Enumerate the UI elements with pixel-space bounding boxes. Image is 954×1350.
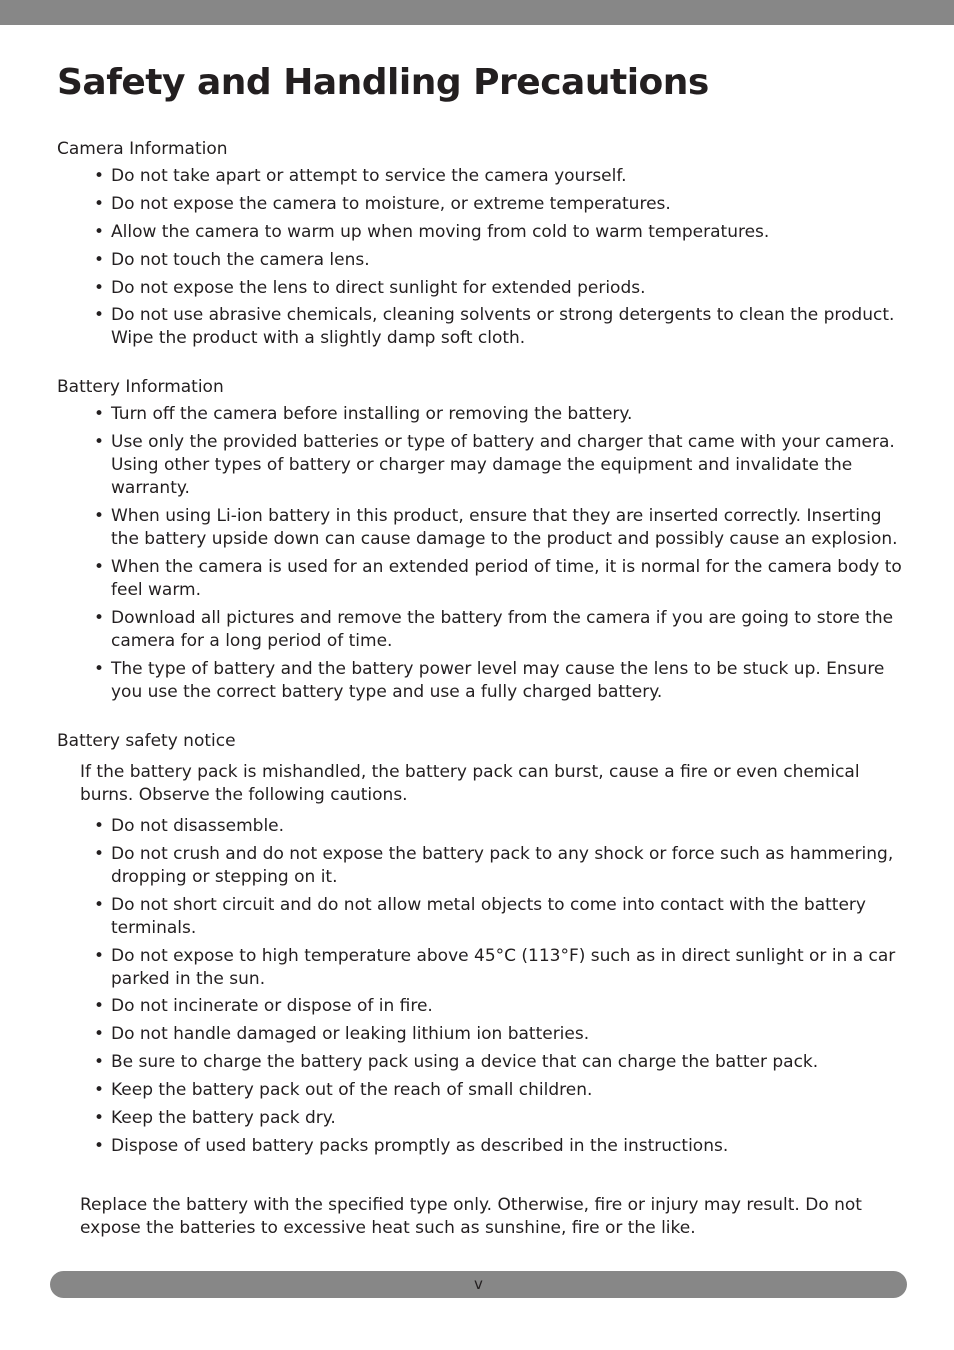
page-number: v [474,1275,483,1293]
list-item-text: Do not incinerate or dispose of in fire. [111,996,433,1017]
list-item [57,1079,902,1102]
bullet-icon: • [94,843,105,864]
bullet-icon: • [94,557,105,578]
list-item-text: Do not touch the camera lens. [111,249,370,270]
battery-bullet-list [57,403,902,703]
list-item-text: Turn off the camera before installing or removing the battery. [111,404,633,425]
list-item-text: Do not handle damaged or leaking lithium ion batteries. [111,1024,590,1045]
list-item [57,165,902,188]
list-item [57,894,902,940]
list-item [57,403,902,426]
list-item-text: Use only the provided batteries or type of battery and charger that came with your camera. Using other types of battery or charger may damage the equipment and invalidate the warranty. [111,432,895,499]
list-item-text: Do not crush and do not expose the battery pack to any shock or force such as hammering, dropping or stepping on it. [111,843,894,887]
page-title: Safety and Handling Precautions [57,62,709,103]
list-item [57,843,902,889]
section-heading-safety: Battery safety notice [57,730,236,751]
list-item-text: Do not take apart or attempt to service the camera yourself. [111,166,627,186]
section-heading-battery: Battery Information [57,377,224,398]
list-item [57,1023,902,1046]
section-heading-camera: Camera Information [57,139,228,159]
closing-paragraph: Replace the battery with the specified type only. Otherwise, fire or injury may result. Do not expose the batteries to excessive heat such as sunshine, fire or the like. [80,1194,862,1238]
bullet-icon: • [94,166,105,186]
bullet-icon: • [94,658,105,679]
safety-bullet-list [57,815,902,1158]
list-item [57,1107,902,1130]
list-item-text: Be sure to charge the battery pack using a device that can charge the batter pack. [111,1052,819,1073]
list-item-text: Do not expose to high temperature above 45°C (113°F) such as in direct sunlight or in a car parked in the sun. [111,945,896,989]
footer-bar [50,1271,907,1298]
list-item [57,193,902,216]
bullet-icon: • [94,945,105,966]
bullet-icon: • [94,305,105,326]
list-item-text: Download all pictures and remove the battery from the camera if you are going to store the camera for a long period of time. [111,608,894,652]
bullet-icon: • [94,277,105,298]
bullet-icon: • [94,608,105,629]
bullet-icon: • [94,249,105,270]
list-item [57,277,902,300]
list-item-text: Keep the battery pack dry. [111,1108,336,1129]
safety-intro-paragraph: If the battery pack is mishandled, the battery pack can burst, cause a fire or even chemical burns. Observe the following cautions. [80,761,860,805]
list-item-text: Dispose of used battery packs promptly as described in the instructions. [111,1135,729,1156]
bullet-icon: • [94,1052,105,1073]
bullet-icon: • [94,1024,105,1045]
list-item [57,995,902,1018]
list-item-text: Do not expose the camera to moisture, or extreme temperatures. [111,193,671,214]
bullet-icon: • [94,894,105,915]
list-item [57,221,902,244]
bullet-icon: • [94,1108,105,1129]
list-item [57,431,902,500]
list-item [57,1051,902,1074]
list-item [57,658,902,704]
bullet-icon: • [94,996,105,1017]
list-item-text: Keep the battery pack out of the reach of small children. [111,1080,593,1101]
list-item-text: The type of battery and the battery power level may cause the lens to be stuck up. Ensure you use the correct battery type and use a fully charged battery. [111,658,885,702]
bullet-icon: • [94,221,105,242]
header-bar [0,0,954,25]
camera-information-section [57,138,902,350]
list-item-text: When the camera is used for an extended period of time, it is normal for the camera body to feel warm. [111,557,902,601]
list-item-text: When using Li-ion battery in this product, ensure that they are inserted correctly. Inserting the battery upside down can cause damage to the product and possibly cause an explosion. [111,506,898,550]
list-item-text: Do not short circuit and do not allow metal objects to come into contact with the battery terminals. [111,894,866,938]
list-item [57,945,902,991]
list-item [57,304,902,350]
list-item-text: Do not expose the lens to direct sunlight for extended periods. [111,277,646,298]
bullet-icon: • [94,1135,105,1156]
list-item [57,505,902,551]
list-item-text: Do not use abrasive chemicals, cleaning solvents or strong detergents to clean the product. Wipe the product with a slightly damp soft cloth. [111,305,895,349]
list-item [57,607,902,653]
list-item-text: Do not disassemble. [111,815,285,836]
battery-information-section [57,376,902,703]
bullet-icon: • [94,1080,105,1101]
list-item [57,815,902,838]
bullet-icon: • [94,404,105,425]
bullet-icon: • [94,815,105,836]
list-item [57,556,902,602]
camera-bullet-list [57,165,902,350]
list-item [57,1135,902,1158]
list-item [57,249,902,272]
battery-safety-notice-section [57,730,902,1240]
bullet-icon: • [94,193,105,214]
document-body [57,138,902,1240]
list-item-text: Allow the camera to warm up when moving from cold to warm temperatures. [111,221,770,242]
bullet-icon: • [94,432,105,453]
bullet-icon: • [94,506,105,527]
